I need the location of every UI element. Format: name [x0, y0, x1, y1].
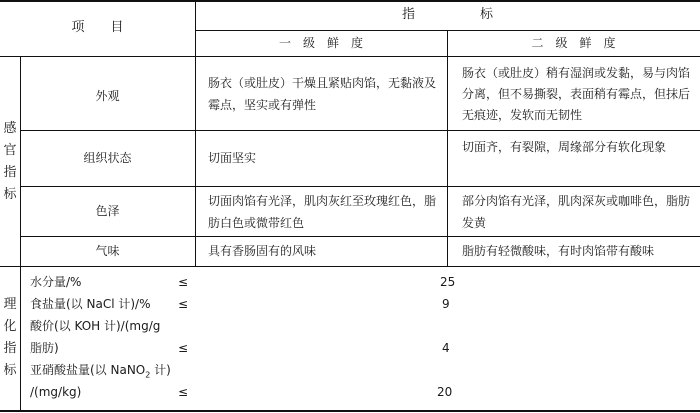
- physchem-item-salt: 食盐量(以 NaCl 计)/%: [30, 297, 151, 311]
- physchem-value-acid: 4: [442, 341, 450, 355]
- group-column-rule: [20, 56, 21, 410]
- physchem-sign-acid: ≤: [178, 341, 189, 355]
- physchem-item-moisture: 水分量/%: [30, 275, 82, 289]
- header-item-label: 项 目: [71, 20, 124, 35]
- physchem-value-nitrite: 20: [437, 385, 453, 399]
- physchem-group-label: 理化指标: [3, 297, 17, 378]
- physchem-item-nitrite-line1: [30, 360, 171, 380]
- sensory-item-appearance: 外观: [95, 89, 120, 103]
- sensory-color-grade2: 部分肉馅有光泽，肌肉深灰或咖啡色，脂肪发黄: [462, 194, 691, 230]
- row-rule-texture: [20, 186, 700, 187]
- table-bottom-rule: [0, 410, 700, 412]
- header-grade2-label: 二 级 鲜 度: [531, 36, 616, 50]
- sensory-color-grade1: 切面肉馅有光泽，肌肉灰红至玫瑰红色，脂肪白色或微带红色: [208, 194, 437, 230]
- sensory-item-odor: 气味: [95, 244, 120, 258]
- sensory-item-texture: 组织状态: [83, 151, 132, 165]
- section-divider-rule: [0, 266, 700, 267]
- physchem-item-acid-line2: 脂肪): [30, 341, 59, 355]
- sensory-texture-grade2: 切面齐，有裂隙，周缘部分有软化现象: [462, 140, 667, 154]
- sensory-odor-grade2: 脂肪有轻微酸味，有时肉馅带有酸味: [462, 244, 655, 258]
- sensory-item-color: 色泽: [95, 204, 120, 218]
- nitrite-suffix: 计): [150, 363, 171, 377]
- physchem-value-moisture: 25: [440, 275, 456, 289]
- header-indicator-label: 指 标: [401, 7, 493, 22]
- table-top-rule: [0, 0, 700, 2]
- sensory-texture-grade1: 切面坚实: [208, 151, 257, 165]
- physchem-item-acid-line1: 酸价(以 KOH 计)/(mg/g: [30, 319, 161, 333]
- physchem-sign-moisture: ≤: [178, 275, 189, 289]
- physchem-value-salt: 9: [442, 297, 450, 311]
- header-bottom-rule: [0, 56, 700, 57]
- sensory-appearance-grade2: 肠衣（或肚皮）稍有湿润或发黏，易与肉馅分离，但不易撕裂，表面稍有霉点，但抹后无痕迹，发软而无韧性: [462, 66, 691, 122]
- physchem-sign-salt: ≤: [178, 297, 189, 311]
- physchem-item-nitrite-line2: /(mg/kg): [30, 385, 82, 399]
- nitrite-subscript: 2: [145, 370, 151, 380]
- row-rule-appearance: [20, 130, 700, 131]
- sensory-group-label: 感官指标: [3, 121, 17, 202]
- sensory-appearance-grade1: 肠衣（或肚皮）干燥且紧贴肉馅，无黏液及霉点，坚实或有弹性: [208, 76, 437, 112]
- nitrite-prefix: 亚硝酸盐量(以 NaNO: [30, 363, 146, 377]
- sensory-odor-grade1: 具有香肠固有的风味: [208, 244, 317, 258]
- row-rule-color: [20, 236, 700, 237]
- header-grade1-label: 一 级 鲜 度: [278, 36, 363, 50]
- grade-column-rule: [447, 30, 448, 266]
- physchem-sign-nitrite: ≤: [178, 385, 189, 399]
